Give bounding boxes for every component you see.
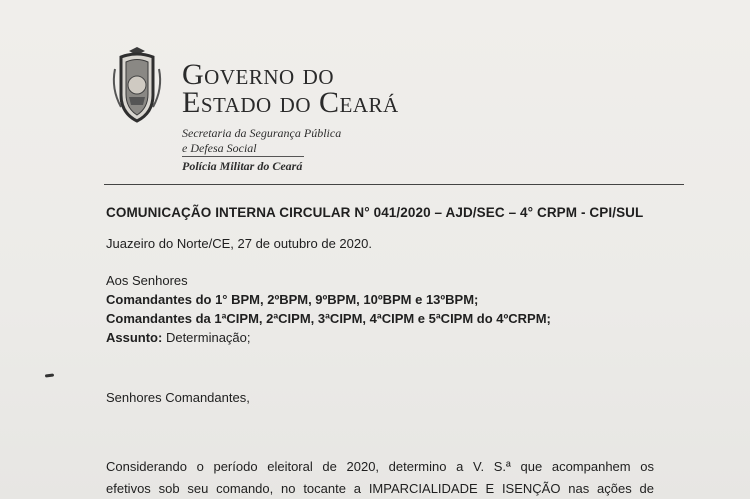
pen-mark [45,373,54,377]
header-secretariat-line2: e Defesa Social [182,141,257,155]
document-heading: COMUNICAÇÃO INTERNA CIRCULAR N° 041/2020 – AJD/SEC – 4° CRPM - CPI/SUL [106,205,644,220]
coat-of-arms-icon [107,45,167,125]
date-line: Juazeiro do Norte/CE, 27 de outubro de 2020. [106,236,372,251]
header-secretariat-line1: Secretaria da Segurança Pública [182,126,342,140]
header-government: Governo do [182,58,334,91]
letterhead-rule [104,184,684,185]
subject-line [106,330,251,345]
header-divider [182,156,304,157]
commanders-bpm-line: Comandantes do 1° BPM, 2ºBPM, 9ºBPM, 10ºBPM e 13ºBPM; [106,292,479,307]
subject-value: Determinação; [162,330,251,345]
header-unit: Polícia Militar do Ceará [182,159,303,173]
header-state: Estado do Ceará [182,86,399,119]
commanders-cipm-line: Comandantes da 1ªCIPM, 2ªCIPM, 3ªCIPM, 4ªCIPM e 5ªCIPM do 4ºCRPM; [106,311,551,326]
greeting-line: Senhores Comandantes, [106,390,250,405]
subject-label: Assunto: [106,330,163,345]
addressee-line: Aos Senhores [106,273,188,288]
body-line-1: Considerando o período eleitoral de 2020, determino a V. S.ª que acompanhem os [106,459,654,474]
body-line-2: efetivos sob seu comando, no tocante a IMPARCIALIDADE E ISENÇÃO nas ações de [106,481,654,496]
